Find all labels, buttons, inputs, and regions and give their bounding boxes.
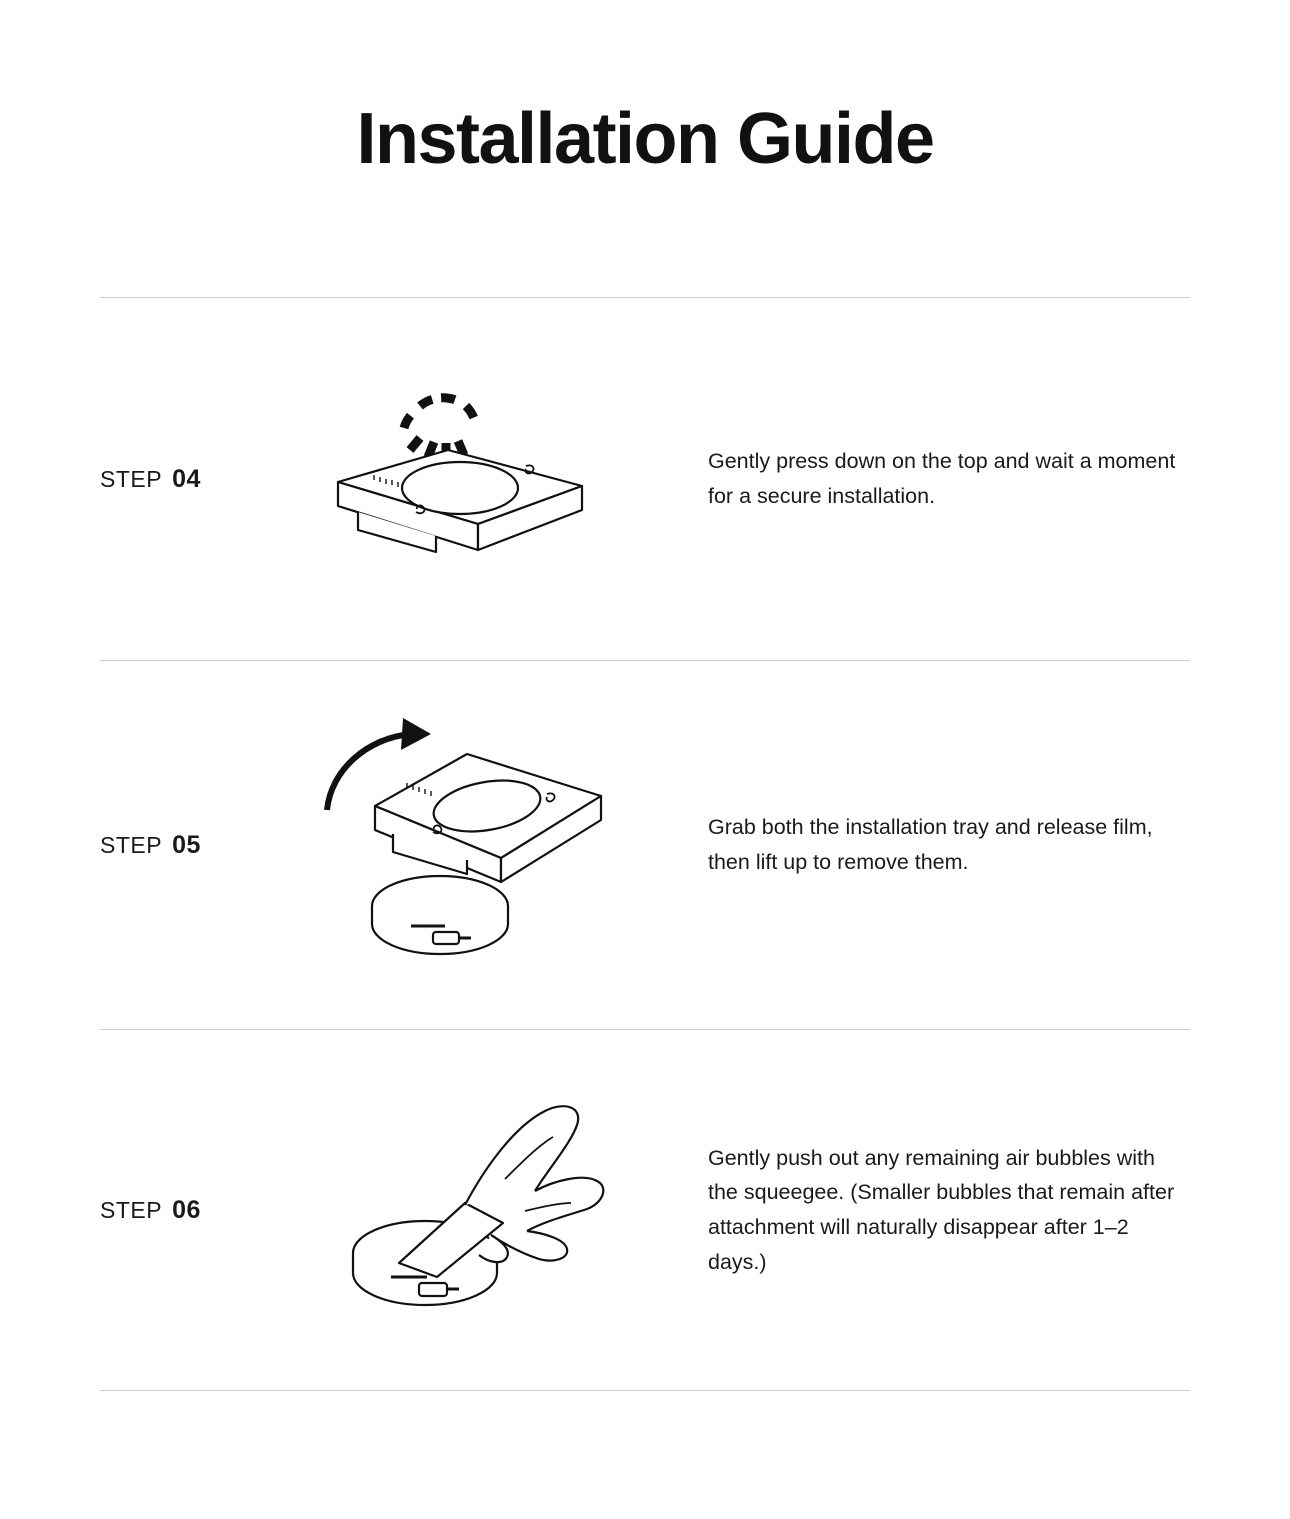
step-figure-06 xyxy=(270,1085,690,1335)
step-text-04: Gently press down on the top and wait a moment for a secure installation. xyxy=(708,449,1176,509)
step-row xyxy=(100,298,1190,660)
step-figure-05 xyxy=(270,710,690,980)
step-text-06: Gently push out any remaining air bubbles with the squeegee. (Smaller bubbles that remain after attachment will naturally disappear after 1–2 days.) xyxy=(708,1145,1175,1275)
step-row xyxy=(100,1030,1190,1390)
step-label-04 xyxy=(100,465,270,494)
steps-container xyxy=(0,297,1290,1519)
step-number: 04 xyxy=(172,464,201,493)
tray-and-release-film-lift-illustration xyxy=(315,710,645,980)
step-word: STEP xyxy=(100,465,163,492)
step-word: STEP xyxy=(100,831,163,858)
step-number: 05 xyxy=(172,830,201,859)
step-figure-04 xyxy=(270,354,690,604)
charger-press-down-illustration xyxy=(320,354,640,604)
step-word: STEP xyxy=(100,1196,163,1223)
step-label-06 xyxy=(100,1196,270,1225)
step-label-05 xyxy=(100,831,270,860)
step-text-05: Grab both the installation tray and release film, then lift up to remove them. xyxy=(708,815,1153,875)
hand-squeegee-bubbles-illustration xyxy=(315,1085,645,1335)
page-title: Installation Guide xyxy=(356,99,934,179)
step-number: 06 xyxy=(172,1195,201,1224)
step-row xyxy=(100,661,1190,1029)
